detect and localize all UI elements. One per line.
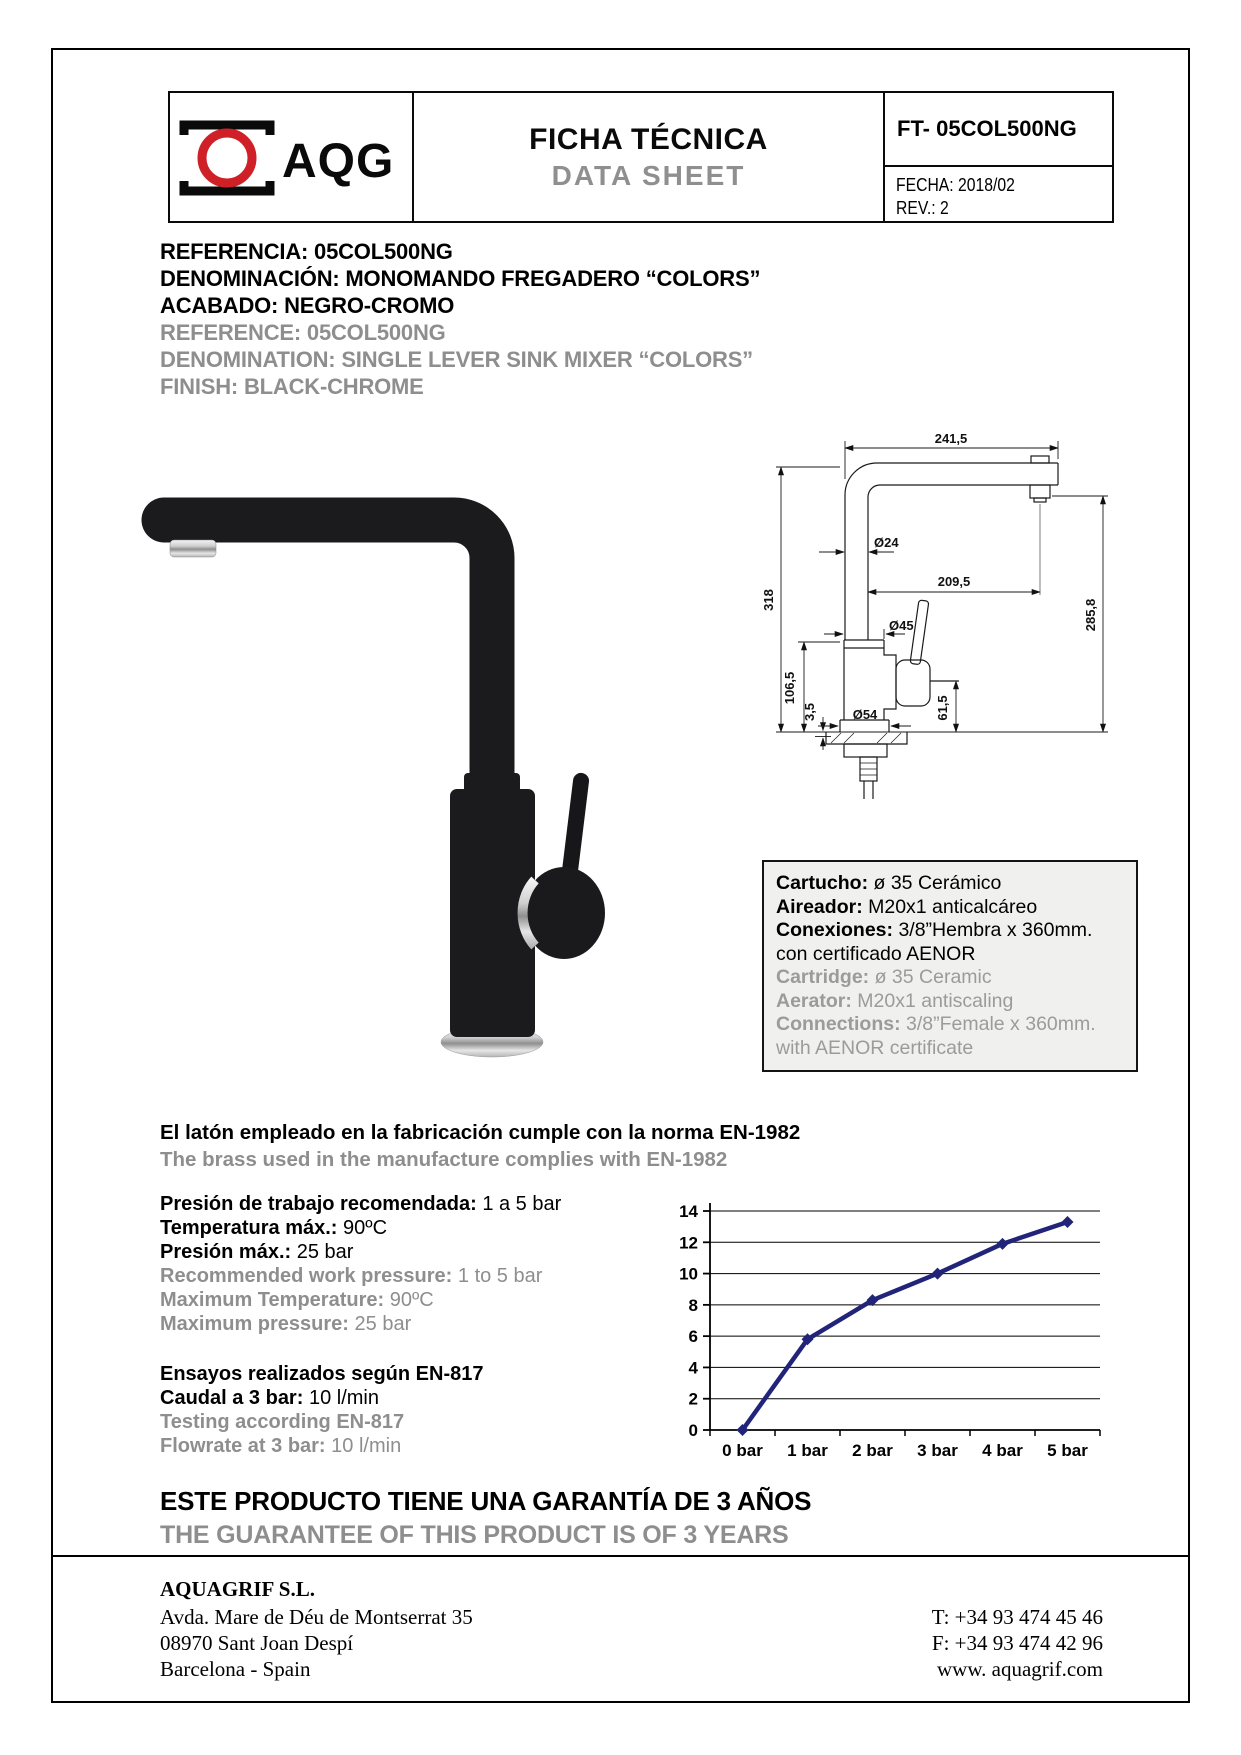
dim-body-diameter: Ø45 xyxy=(889,618,914,633)
brass-note xyxy=(160,1119,800,1173)
product-photo xyxy=(112,443,642,1073)
dim-plate-thickness: 3,5 xyxy=(802,702,817,722)
spec-connections-en: Connections: 3/8”Female x 360mm. with AENOR certificate xyxy=(776,1013,1096,1059)
logo-cell xyxy=(170,93,414,221)
max-temperature-en: Maximum Temperature: 90ºC xyxy=(160,1289,434,1311)
dim-total-width: 241,5 xyxy=(934,431,968,446)
svg-text:4: 4 xyxy=(688,1358,698,1378)
svg-text:14: 14 xyxy=(679,1202,698,1221)
brass-note-en: The brass used in the manufacture complies with EN-1982 xyxy=(160,1148,728,1171)
dim-spout-diameter: Ø24 xyxy=(874,535,899,550)
denomination-en: DENOMINATION: SINGLE LEVER SINK MIXER “COLORS” xyxy=(160,347,753,372)
warranty-en: THE GUARANTEE OF THIS PRODUCT IS OF 3 YEARS xyxy=(160,1521,789,1549)
denomination-es: DENOMINACIÓN: MONOMANDO FREGADERO “COLORS” xyxy=(160,266,761,291)
address-line-1: Avda. Mare de Déu de Montserrat 35 xyxy=(160,1605,473,1629)
svg-text:0 bar: 0 bar xyxy=(722,1441,763,1460)
dim-spout-height: 285,8 xyxy=(1083,598,1098,632)
brass-note-es: El latón empleado en la fabricación cumple con la norma EN-1982 xyxy=(160,1121,801,1144)
flow-chart-svg xyxy=(640,1196,1110,1464)
svg-text:1 bar: 1 bar xyxy=(787,1441,828,1460)
flowrate-en: Flowrate at 3 bar: 10 l/min xyxy=(160,1435,402,1457)
svg-text:12: 12 xyxy=(679,1233,698,1253)
pressure-specs xyxy=(160,1192,561,1336)
svg-text:0: 0 xyxy=(688,1421,698,1440)
doc-meta xyxy=(885,167,1112,221)
finish-es: ACABADO: NEGRO-CROMO xyxy=(160,293,455,318)
phone-number: T: +34 93 474 45 46 xyxy=(931,1605,1103,1629)
dim-base-diameter: Ø54 xyxy=(852,707,878,722)
svg-text:6: 6 xyxy=(688,1327,698,1347)
header-table xyxy=(168,91,1114,223)
svg-text:5 bar: 5 bar xyxy=(1047,1441,1088,1460)
spec-aerator-es: Aireador: M20x1 anticalcáreo xyxy=(776,895,1038,918)
svg-text:8: 8 xyxy=(688,1295,698,1315)
footer-contact xyxy=(932,1604,1103,1682)
svg-text:3 bar: 3 bar xyxy=(917,1441,958,1460)
address-line-2: 08970 Sant Joan Despí xyxy=(160,1631,354,1655)
spec-connections-es: Conexiones: 3/8”Hembra x 360mm. con certificado AENOR xyxy=(776,919,1093,965)
dimension-drawing xyxy=(678,383,1195,805)
spec-aerator-en: Aerator: M20x1 antiscaling xyxy=(776,989,1014,1012)
dim-reach: 209,5 xyxy=(937,574,971,589)
doc-title-es: FICHA TÉCNICA xyxy=(529,122,768,156)
product-identity xyxy=(160,238,760,400)
doc-title-en: DATA SHEET xyxy=(551,159,746,191)
doc-revision: REV.: 2 xyxy=(896,197,949,218)
faucet-spout xyxy=(164,520,492,795)
testing-norm-en: Testing according EN-817 xyxy=(160,1411,405,1433)
address-line-3: Barcelona - Spain xyxy=(160,1657,311,1681)
faucet-outline xyxy=(826,456,1058,799)
svg-text:2 bar: 2 bar xyxy=(852,1441,893,1460)
footer-address xyxy=(160,1576,473,1682)
footer-divider xyxy=(53,1555,1188,1557)
flowrate-es: Caudal a 3 bar: 10 l/min xyxy=(160,1387,379,1409)
max-temperature-es: Temperatura máx.: 90ºC xyxy=(160,1217,388,1239)
website-url: www. aquagrif.com xyxy=(936,1657,1103,1681)
company-name: AQUAGRIF S.L. xyxy=(160,1577,315,1601)
doc-date: FECHA: 2018/02 xyxy=(896,174,1015,195)
spec-box xyxy=(762,860,1138,1072)
doc-ref-cell xyxy=(885,93,1112,221)
warranty-note xyxy=(160,1486,811,1550)
finish-en: FINISH: BLACK-CHROME xyxy=(160,374,424,399)
dim-total-height: 318 xyxy=(761,589,776,611)
faucet-image xyxy=(112,443,642,1068)
svg-text:4 bar: 4 bar xyxy=(982,1441,1023,1460)
aqg-logo xyxy=(170,95,400,219)
spec-cartridge-en: Cartridge: ø 35 Ceramic xyxy=(776,966,992,988)
max-pressure-en: Maximum pressure: 25 bar xyxy=(160,1313,412,1335)
max-pressure-es: Presión máx.: 25 bar xyxy=(160,1241,354,1263)
fax-number: F: +34 93 474 42 96 xyxy=(931,1631,1103,1655)
work-pressure-es: Presión de trabajo recomendada: 1 a 5 bar xyxy=(160,1193,562,1215)
title-cell xyxy=(414,93,885,221)
aerator-chrome xyxy=(170,540,216,557)
logo-ring-icon xyxy=(202,133,252,183)
spec-cartridge-es: Cartucho: ø 35 Cerámico xyxy=(776,872,1002,894)
dim-handle-height: 61,5 xyxy=(935,695,950,721)
logo-text: AQG xyxy=(282,135,395,188)
dim-body-height: 106,5 xyxy=(782,671,797,705)
warranty-es: ESTE PRODUCTO TIENE UNA GARANTÍA DE 3 AÑOS xyxy=(160,1486,812,1516)
testing-specs xyxy=(160,1362,483,1458)
testing-norm-es: Ensayos realizados según EN-817 xyxy=(160,1363,484,1385)
reference-en: REFERENCE: 05COL500NG xyxy=(160,320,446,345)
work-pressure-en: Recommended work pressure: 1 to 5 bar xyxy=(160,1265,543,1287)
technical-drawing xyxy=(678,383,1195,810)
svg-text:2: 2 xyxy=(688,1389,698,1409)
doc-code: FT- 05COL500NG xyxy=(885,93,1112,167)
flow-rate-chart xyxy=(640,1196,1110,1469)
svg-text:10: 10 xyxy=(679,1264,698,1284)
reference-es: REFERENCIA: 05COL500NG xyxy=(160,239,453,264)
